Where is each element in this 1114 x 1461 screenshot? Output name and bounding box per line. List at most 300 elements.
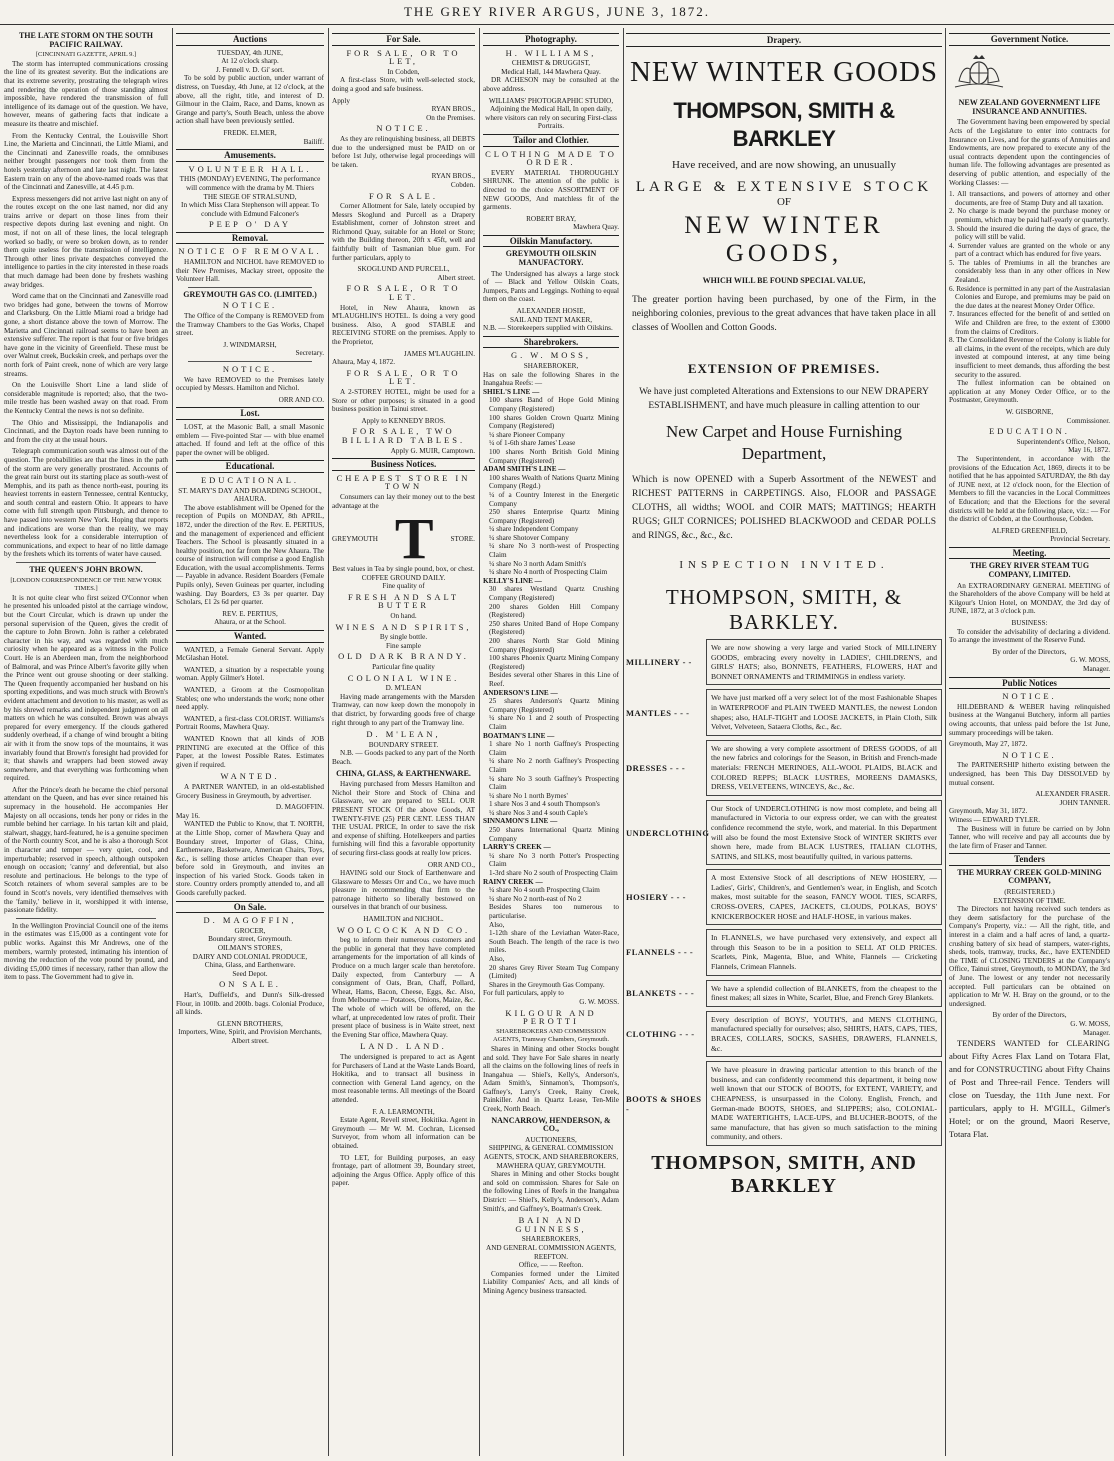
share-line: 200 shares Golden Hill Company (Registered) <box>489 602 619 620</box>
ad-body: THIS (MONDAY) EVENING, The performance will commence with the drama by M. Thiers <box>179 175 321 192</box>
ad-signature: Bailiff. <box>303 137 324 146</box>
ad-body: WANTED the Public to Know, that T. NORTH, at the Little Shop, corner of Mawhera Quay and Boundary street, Importer of Glass, China, Earthenware, Basketware, American Chairs, Toys, &c., is selling those articles Cheaper than ever before sold in Greymouth, and invites an inspection of his varied Stock. Goods taken in store. Country orders promptly attended to, and all Goods carefully packed. <box>176 820 324 898</box>
ad-title: BAIN AND GUINNESS, <box>515 1215 587 1234</box>
share-line: ¼ share Independent Company <box>489 525 579 534</box>
share-line: ¼ share No 4 north of Prospecting Claim <box>489 568 608 577</box>
ad-signature: G. W. MOSS, <box>1070 656 1110 665</box>
ad-body: The PARTNERSHIP hitherto existing between the undersigned, has been This Day DISSOLVED by mutual consent. <box>949 761 1110 787</box>
ad-title: D. M'LEAN, <box>366 729 441 740</box>
ad-body: The Undersigned has always a large stock of — Black and Yellow Oilskin Coats, Jumpers, Pants and Leggings. Nothing to equal them on the coast. <box>483 269 619 304</box>
share-line: RAINY CREEK — <box>483 877 543 886</box>
big-t-letter: T <box>394 506 434 572</box>
section-heading: Sharebrokers. <box>483 336 619 349</box>
ad-title: WOOLCOCK AND CO. <box>336 924 471 935</box>
share-line: 200 shares North Star Gold Mining Company (Registered) <box>489 637 619 654</box>
ad-signature: G. W. MOSS. <box>579 997 619 1006</box>
department-text: We have pleasure in drawing particular attention to this branch of the business, and can confidently recommend this department, it being now well known that our STOCK of BOOTS, for EXTENT, VARIETY, and CHEAPNESS, is unsurpassed in the Colony. English, French, and German-made BOOTS, SHOES, and SLIPPERS; also, COLONIAL-MADE WATERTIGHTS, LACE-UPS, and BLUCHER-BOOTS, of the same manufacture, that has given so much satisfaction to the mining community, and others. <box>706 1061 942 1146</box>
ad-line: Office, — — Reefton. <box>518 1261 584 1270</box>
ad-line: Have received, and are now showing, an unusually <box>672 159 896 171</box>
department-label: MILLINERY - - <box>626 657 692 668</box>
share-line: 250 shares Enterprise Quartz Mining Company (Registered) <box>489 508 619 525</box>
share-line: Besides several other Shares in this Line of Reef. <box>489 671 619 688</box>
share-line: 250 shares International Quartz Mining Company <box>489 826 619 843</box>
column-sharebrokers <box>483 30 619 1452</box>
ad-body: Shares in Mining and other Stocks bought and sold. They have For Sale shares in nearly all the claims on the following lines of reefs in Inangahua — Shiel's, Kelly's, Anderson's, Adam Smith's, Sinnamon's, Thompson's, Gaffney's, Larry's Creek, Rainy Creek, Painkiller. And in Quartz Lease, Ten-Mile Creek, North Beach. <box>483 1044 619 1114</box>
ad-line: Particular fine quality <box>372 663 435 672</box>
department-text: A most Extensive Stock of all descriptions of NEW HOSIERY, — Ladies', Girls', Children's, and Gentlemen's wear, in English, and Scotch makes, most suitable for the season, FANCY WOOL TIES, SCARFS, CROSS-OVERS, CAPES, JACKETS, CLOUDS, POLKAS, BOYS' KNICKERBOCKER HOSE and HALF-HOSE, in various makes. <box>706 869 942 925</box>
section-heading: Business Notices. <box>332 458 475 471</box>
firm-name: THOMPSON, SMITH & BARKLEY <box>673 98 895 151</box>
ad-line: On hand. <box>390 612 417 621</box>
share-line: ¼ share No 3 south Gaffney's Prospecting Claim <box>489 774 619 792</box>
ad-title: G. W. MOSS, <box>510 350 591 361</box>
article-source: [CINCINNATI GAZETTE, APRIL 9.] <box>35 51 137 59</box>
article-paragraph: The storm has interrupted communications crossing the line of its greatest severity. But the indications are that its extreme severity, prostrating the telegraph wires and rendering the operation of those standing almost impossible, have rendered the transmission of full intelligence of its damage out of the question. We have, however, means of gathering facts that indicate a measure its theatre and mischief. <box>4 59 168 128</box>
ad-line: GREYMOUTH <box>332 534 378 543</box>
ad-title: NOTICE OF REMOVAL. <box>178 246 322 257</box>
ad-line: MAWHERA QUAY, GREYMOUTH. <box>496 1161 606 1170</box>
benefit-list <box>949 190 1110 379</box>
department-row <box>626 1011 942 1057</box>
ad-body: WANTED, a Groom at the Cosmopolitan Stables; one who understands the work; none other need apply. <box>176 686 324 712</box>
divider <box>188 361 312 362</box>
ad-line: Best values in Tea by single pound, box, or chest. <box>332 565 475 574</box>
ad-title: OLD DARK BRANDY. <box>338 651 469 662</box>
ad-line: At 12 o'clock sharp. <box>221 57 279 66</box>
ad-body: A PARTNER WANTED, in an old-established Grocery Business in Greymouth, by advertiser. <box>176 782 324 800</box>
ad-line: (REGISTERED.) <box>1004 888 1055 897</box>
ad-signature: FREDK. ELMER, <box>223 128 277 137</box>
department-row <box>626 1061 942 1146</box>
ad-signature: HAMILTON and NICHOL. <box>363 915 444 924</box>
ad-line: Witness — EDWARD TYLER. <box>949 815 1041 824</box>
ad-date: May 16, 1872. <box>1068 446 1110 455</box>
article-paragraph: Telegraph communication south was almost out of the question. The probabilities are that the lines in the path of the storm are very generally prostrated. Accounts of the great rain burst out its starting place as south-west of Memphis, and its path as thence north-east, pouring its heaviest torrents in eastern Tennessee, central Kentucky, and south central and eastern Ohio. It appears to have come with full strength upon Pittsburgh, and thence to have passed into western New York. Hoping that reports and indications are worse than the reality, we may nevertheless look for a considerable interruption of communications, and expect to hear of no little damage by the freshets which its torrents of water have caused. <box>4 447 168 559</box>
ad-line: CHEMIST & DRUGGIST, <box>511 59 591 68</box>
ad-body: The undersigned is prepared to act as Agent for Purchasers of Land at the Waste Lands Board, Hokitika, and to transact all business in connection with General Land agency, on the most reasonable terms. All meetings of the Board attended. <box>332 1052 475 1104</box>
column-government <box>949 30 1110 1452</box>
ad-line: By order of the Directors, <box>992 647 1067 656</box>
ad-title: CHEAPEST STORE IN TOWN <box>336 472 471 492</box>
ad-signature: JOHN TANNER. <box>1059 798 1110 807</box>
share-line: ¼ share No 2 north Gaffney's Prospecting Claim <box>489 757 619 774</box>
ad-body: Consumers can lay their money out to the best advantage at the <box>332 492 475 510</box>
ad-body: We have just completed Alterations and Extensions to our NEW DRAPERY ESTABLISHMENT, and have much pleasure in calling attention to our <box>639 387 929 411</box>
ad-signature: F. A. LEARMONTH, <box>372 1107 435 1116</box>
ad-signature: G. W. MOSS, <box>1070 1019 1110 1028</box>
column-rule <box>328 28 329 1456</box>
ad-title: FOR SALE, OR TO LET. <box>346 367 461 387</box>
ad-body: In which Miss Clara Stephenson will appear. To conclude with Edmund Falconer's <box>181 201 319 218</box>
ad-line: Fine sample <box>386 641 421 650</box>
ad-line: BUSINESS: <box>1011 619 1048 628</box>
ad-line: LARGE & EXTENSIVE STOCK <box>635 179 933 195</box>
ad-signature: SKOGLUND AND PURCELL, <box>357 265 450 274</box>
share-line: ¼ share No 1 and 2 south of Prospecting Claim <box>489 714 619 731</box>
ad-body: beg to inform their numerous customers and the public in general that they have completed arrangements for the importation of all kinds of Produce on a much larger scale than heretofore. Daily expected, from Canterbury — A consignment of Oats, Bran, Chaff, Pollard, Wheat, Hams, Bacon, Cheese, Eggs, &c. Also, from Melbourne — Potatoes, Onions, Maize, &c. The whole of which will be offered, on the wharf, at unprecedented low rates of profit. Their present place of business is in Waite street, next the Evening Star office, Mawhera Quay. <box>332 936 475 1039</box>
department-label: CLOTHING - - - <box>626 1029 695 1039</box>
ad-title: GREYMOUTH OILSKIN MANUFACTORY. <box>505 249 597 268</box>
ad-body: The Directors not having received such tenders as they deem satisfactory for the purchase of the Company's Property, viz.: — All the right, title, and interest in a claim and a half acres of land, a quartz-crushing battery of six head of stampers, water-rights, sheds, tools, tramway, trucks, &c., have EXTENDED the TIME of CLOSING TENDERS at the Company's Office, Tainui street, Greymouth, to MONDAY, the 3rd of June. The lowest or any tender not necessarily accepted. Full particulars can be obtained on application to Mr W. H. Bray on the ground, or to the undersigned. <box>949 905 1110 1008</box>
headline-extension: EXTENSION OF PREMISES. <box>687 361 881 376</box>
ad-body: WANTED, a situation by a respectable young woman. Apply Gilmer's Hotel. <box>176 665 324 683</box>
article-paragraph: Express messengers did not arrive last night on any of the routes except on the one last named, nor did any trains arrive or depart on those lines from their respective depots during last evening and night. On most, if not on all of these lines, the local telegraph worked so badly, or were so broken down, as to render them quite useless for the transmission of intelligence. Through other lines private despatches conveyed the intelligence to parties in the city interested in these roads that much damage had been done by freshets washing away bridges. <box>4 194 168 289</box>
benefit-item: 3. Should the insured die during the days of grace, the policy will still be valid. <box>949 224 1110 242</box>
column-auctions <box>176 30 324 1452</box>
ad-line: SHAREBROKERS, <box>521 1235 581 1244</box>
ad-body: Having purchased from Messrs Hamilton and Nichol their Store and Stock of China and Glassware, we are prepared to SELL OUR PRESENT STOCK Of the above Goods, AT TWENTY-FIVE (25) PER CENT. LESS THAN THE USUAL PRICE, In order to save the risk and expense of shifting. Hotelkeepers and parties furnishing will find this a favorable opportunity of securing first-class goods at really low prices. <box>332 780 475 857</box>
section-heading: On Sale. <box>176 901 324 914</box>
ad-body: As they are relinquishing business, all DEBTS due to the undersigned must be PAID on or before 1st July, otherwise legal proceedings will be taken. <box>332 134 475 169</box>
ad-signature: On the Premises. <box>426 113 475 122</box>
ad-line: Medical Hall, 144 Mawhera Quay. <box>501 67 601 76</box>
ad-signature: ALEXANDER HOSIE, <box>516 307 586 316</box>
ad-line: ST. MARY'S DAY AND BOARDING SCHOOL, <box>178 486 322 495</box>
department-row <box>626 740 942 796</box>
department-text: In FLANNELS, we have purchased very extensively, and expect all through this Season to be in a position to SELL AT OLD PRICES. Scarlets, Pink, Magenta, Blue, and White, Flannels — Cricketing Flannels, Crimean Flannels. <box>706 929 942 975</box>
ad-line: REEFTON. <box>533 1252 568 1261</box>
benefit-item: 2. No charge is made beyond the purchase money or premium, which may be paid half-yearly or quarterly. <box>949 207 1110 224</box>
share-line: ADAM SMITH'S LINE — <box>483 465 566 474</box>
ad-signature: Provincial Secretary. <box>1050 535 1110 544</box>
ad-signature: Manager. <box>1083 1028 1110 1037</box>
department-text: We have just marked off a very select lot of the most Fashionable Shapes in WATERPROOF and PLAIN TWEED MANTLES, the newest London shapes; also, HALF-TIGHT and LOOSE JACKETS, in Plain Cloth, Silk Velvet, Velveteen, Sataera Cloths, &c., &c. <box>706 689 942 735</box>
ad-title: FOR SALE, OR TO LET, <box>346 47 461 67</box>
ad-line: AND GENERAL COMMISSION AGENTS, <box>486 1243 616 1252</box>
ad-body: Has on sale the following Shares in the Inangahua Reefs: — <box>483 370 619 388</box>
ad-signature: REV. E. PERTIUS, <box>222 609 278 618</box>
ad-line: SHAREBROKER, <box>523 362 579 370</box>
ad-title: WANTED. <box>220 771 280 782</box>
article-paragraph: Word came that on the Cincinnati and Zanesville road two bridges had gone, between the towns of Morrow and Clarksburg. On the Little Miami road a bridge had gone, a short distance above the town of Morrow. The Marietta and Cincinnati railroad seems to have been an extensive sufferer. The report is that four or five bridges have gone in the vicinity of Greenfield. These must be over Walnut creek, Buckskin creek, and perhaps over the north fork of Paint creek, none of which are very large streams. <box>4 292 168 378</box>
ad-line: COFFEE GROUND DAILY. <box>361 573 446 582</box>
ad-body: HAVING sold our Stock of Earthenware and Glassware to Messrs Orr and Co., we have much pleasure in recommending that firm to the patronage hitherto so liberally bestowed on ourselves in that branch of our business. <box>332 869 475 912</box>
department-label: UNDERCLOTHING <box>626 827 710 838</box>
ad-signature: RYAN BROS., <box>431 105 475 114</box>
share-line: 30 shares Westland Quartz Crushing Company (Registered) <box>489 585 619 603</box>
column-rule <box>172 28 173 1456</box>
firm-name: THOMPSON, SMITH, AND BARKLEY <box>651 1151 917 1197</box>
benefit-item: 7. Insurances effected for the benefit of and settled on Wife and Children are free, to the extent of £3000 from the claims of Creditors. <box>949 310 1110 336</box>
department-label: DRESSES - - - <box>626 762 686 773</box>
ad-body: DR ACHESON may be consulted at the above address. <box>483 76 619 93</box>
ad-line: DAIRY AND COLONIAL PRODUCE, <box>192 952 308 961</box>
share-line: ¼ share No 2 north-east of No 2 <box>489 894 582 903</box>
ad-line: OF <box>776 196 792 208</box>
share-line: 25 shares Anderson's Quartz Mining Company (Registered) <box>489 697 619 714</box>
ad-line: For full particulars, apply to <box>483 989 564 998</box>
department-row <box>626 689 942 735</box>
ad-title: ON SALE. <box>219 979 281 990</box>
ad-signature: GLENN BROTHERS, <box>217 1019 283 1028</box>
ad-body: Corner Allotment for Sale, lately occupied by Messrs Skoglund and Purcell as a Drapery Establishment, corner of Johnston street and Richmond Quay, suitable for an Hotel or Store; with the Building thereon, 20ft x 45ft, well and faithfully built of Tasmanian blue gum. For further particulars, apply to <box>332 202 475 262</box>
ad-title: NEW ZEALAND GOVERNMENT LIFE INSURANCE AND ANNUITIES. <box>958 98 1101 116</box>
headline-carpet: New Carpet and House Furnishing Department, <box>665 422 903 463</box>
ad-body: HILDEBRAND & WEBER having relinquished business at the Wanganui Butchery, inform all parties owing accounts, that unless paid before the 1st June, summary proceedings will be taken. <box>949 702 1110 737</box>
ad-body: The Office of the Company is REMOVED from the Tramway Chambers to the Gas Works, Chapel street. <box>176 312 324 338</box>
ad-signature: ROBERT BRAY, <box>526 214 576 223</box>
ad-signature: Mawhera Quay. <box>573 223 619 232</box>
ad-line: GROCER, <box>234 926 266 935</box>
ad-body: EVERY MATERIAL THOROUGHLY SHRUNK. The attention of the public is directed to the choice ASSORTMENT OF NEW GOODS, And matchless fit of the garments. <box>483 168 619 212</box>
ad-title: PEEP O' DAY <box>208 219 292 230</box>
share-line: SHIEL'S LINE — <box>483 387 540 396</box>
ad-signature: SAIL AND TENT MAKER, <box>509 315 593 324</box>
ad-title: H. WILLIAMS, <box>505 47 597 58</box>
ad-body: HAMILTON and NICHOL have REMOVED to their New Premises, Mackay street, opposite the Volunteer Hall. <box>176 258 324 284</box>
ad-line: By order of the Directors, <box>992 1011 1067 1020</box>
ad-line: China, Glass, and Earthenware. <box>204 961 296 970</box>
ad-title: FOR SALE, TWO BILLIARD TABLES. <box>341 426 466 445</box>
section-heading: Lost. <box>176 407 324 420</box>
ad-line: OILMAN'S STORES, <box>217 944 283 953</box>
share-line: 1 share Nos 3 and 4 south Thompson's <box>489 800 600 809</box>
benefit-item: 8. The Consolidated Revenue of the Colony is liable for all claims, in the event of the receipts, which are duly invested at compound interest, at any time being insufficient to meet demands, thus affording the best security to the assured. <box>949 336 1110 379</box>
share-line: Shares in the Greymouth Gas Company. <box>489 980 605 989</box>
share-line: SINNAMON'S LINE — <box>483 817 558 826</box>
divider <box>188 287 312 288</box>
article-paragraph: The Ohio and Mississippi, the Indianapolis and Cincinnati, and the Dayton roads have been running to and from the city at the usual hours. <box>4 418 168 444</box>
ad-line: BOUNDARY STREET. <box>368 740 439 749</box>
article-paragraph: From the Kentucky Central, the Louisville Short Line, the Marietta and Cincinnati, the Little Miami, and the Cincinnati and Zanesville roads, the omnibuses neither brought passengers nor took them from the hotels yesterday afternoon and late last night. The latest Eastern train on any of the above-named roads was that of the Cincinnati and Zanesville, at 4.45 p.m. <box>4 131 168 192</box>
department-row <box>626 639 942 685</box>
ad-line: SHAREBROKERS AND COMMISSION AGENTS, Tramway Chambers, Greymouth. <box>493 1027 609 1044</box>
section-heading: Auctions <box>176 33 324 46</box>
ad-line: N.B. — Storekeepers supplied with Oilskins. <box>483 324 613 333</box>
column-for-sale <box>332 30 475 1452</box>
department-label: FLANNELS - - - <box>626 947 694 958</box>
ad-line: Apply <box>332 96 350 105</box>
ad-title: VOLUNTEER HALL. <box>188 163 312 174</box>
ad-line: WILLIAMS' PHOTOGRAPHIC STUDIO, <box>488 96 614 105</box>
share-line: Besides Shares too numerous to particularise. <box>489 903 619 920</box>
ad-line: WHICH WILL BE FOUND SPECIAL VALUE, <box>702 276 866 285</box>
share-line: 100 shares North British Gold Mining Company (Registered) <box>489 447 619 465</box>
ad-body: Adjoining the Medical Hall, In open daily, where visitors can rely on securing First-class Portraits. <box>485 105 617 131</box>
section-heading: Wanted. <box>176 630 324 643</box>
ad-title: KILGOUR AND PEROTTI <box>505 1007 597 1027</box>
ad-body: Estate Agent, Revell street, Hokitika. Agent in Greymouth — Mr W. M. Cochran, Licensed Surveyor, from whom all information can be obtained. <box>332 1116 475 1150</box>
ad-title: EDUCATIONAL. <box>200 474 300 485</box>
share-line: ¼ share No 3 north Potter's Prospecting Claim <box>489 851 619 869</box>
department-text: We have a splendid collection of BLANKETS, from the cheapest to the finest makes; all sizes in White, Scarlet, Blue, and French Grey Blankets. <box>706 980 942 1007</box>
share-line: Also, <box>489 920 505 929</box>
share-line: 100 shares Golden Crown Quartz Mining Company (Registered) <box>489 413 619 431</box>
column-rule <box>623 28 624 1456</box>
share-line: 1-3rd share No 2 south of Prospecting Claim <box>489 869 618 878</box>
department-text: Every description of BOYS', YOUTH'S, and MEN'S CLOTHING, manufactured specially for ourselves; also, SHIRTS, HATS, CAPS, TIES, BRACES, COLLARS, SOCKS, SASHES, DRAWERS, FLANNELS, &c. <box>706 1011 942 1057</box>
share-line: Also, <box>489 954 505 963</box>
ad-title: NOTICE. <box>1002 691 1057 702</box>
ad-signature: ALEXANDER FRASER. <box>1035 790 1110 799</box>
ad-body: TO LET, for Building purposes, an easy frontage, part of allotment 39, Boundary street, adjoining the Argus Office. Apply office of this paper. <box>332 1153 475 1188</box>
share-line: ANDERSON'S LINE — <box>483 688 558 697</box>
ad-body: A 2-STOREY HOTEL, might be used for a Store or other purposes; is situated in a good business position in Tainui street. <box>332 387 475 414</box>
share-line: ¼ share Shotover Company <box>489 533 569 542</box>
section-heading: Tenders <box>949 853 1110 866</box>
ad-line: AHAURA. <box>233 495 267 504</box>
department-row <box>626 929 942 975</box>
ad-signature: ORR AND CO. <box>278 395 324 404</box>
share-line: 20 shares Grey River Steam Tug Company (Limited) <box>489 963 619 981</box>
ad-title: NOTICE. <box>222 300 278 311</box>
ad-body: Shares in Mining and other Stocks bought and sold on commission. Shares for Sale on the following Lines of Reefs in the Inangahua District: — Shiel's, Kelly's, Anderson's, Adam Smith's, and Gaffney's, Boatman's Creek. <box>483 1170 619 1213</box>
ad-line: Fine quality of <box>382 582 425 591</box>
ad-body: The fullest information can be obtained on application at any Money Order Office, or to the Postmaster, Greymouth. <box>949 379 1110 405</box>
ad-title: NOTICE. <box>1002 749 1057 760</box>
ad-signature: Manager. <box>1083 665 1110 673</box>
ad-signature: Commissioner. <box>1066 416 1110 425</box>
ad-body: The Government having been empowered by special Acts of the Legislature to enter into contracts for Insurance on Lives, and for the grants of Annuities and Endowments, are now prepared to execute any of the usual contracts dependent upon the contingencies of human life. The following advantages are presented as deserving of public attention, and especially of the Working Classes: — <box>949 118 1110 187</box>
share-list <box>483 388 619 990</box>
section-heading: Meeting. <box>949 547 1110 560</box>
share-line: ¼ share No 4 south Prospecting Claim <box>489 886 600 895</box>
ad-title: GREYMOUTH GAS CO. (LIMITED.) <box>183 289 317 299</box>
department-text: We are now showing a very large and varied Stock of MILLINERY GOODS, embracing every novelty in LADIES', CHILDREN'S, and GIRLS' HATS; also, BONNETS, FEATHERS, FLOWERS, HAT and BONNET ORNAMENTS and TRIMMINGS in endless variety. <box>706 639 942 685</box>
ad-signature: Apply to KENNEDY BROS. <box>361 416 446 425</box>
ad-body: The Superintendent, in accordance with the provisions of the Education Act, 1869, directs it to be notified that he has appointed SATURDAY, the 8th day of JUNE next, at 12 o'clock noon, for the Election of Members to fill the vacancies in the Local Committees of Education; and that the Elections for the several districts will be held at the following place, viz.: — For the district of Cobden, at the Courthouse, Cobden. <box>949 454 1110 524</box>
share-line: ¼ share Pioneer Company <box>489 430 565 439</box>
ad-signature: RYAN BROS., <box>431 172 475 181</box>
share-line: ¼ share No 3 north Adam Smith's <box>489 559 587 568</box>
share-line: 100 shares Band of Hope Gold Mining Company (Registered) <box>489 396 619 413</box>
ad-body: The above establishment will be Opened for the reception of Pupils on MONDAY, 8th APRIL, 1872, under the direction of the Rev. E. PERTIUS, and the management of experienced and efficient Teachers. The School is pleasantly situated in a healthy position, not far from the New Ahaura. The course of instruction will comprise a good English Education, with the usual accomplishments. Terms — Payable in advance. Resident Boarders (Female Pupils only), Seven Guineas per quarter, including washing. Day Boarders, £3 3s per quarter. Day Scholars, £1 2s 6d per quarter. <box>176 503 324 607</box>
share-line: 100 shares Wealth of Nations Quartz Mining Company (Regd.) <box>489 473 619 491</box>
section-heading: Government Notice. <box>949 33 1110 46</box>
benefit-item: 5. The tables of Premiums in all the branches are considerably less than in any other offices in New Zealand. <box>949 258 1110 285</box>
ad-body: WANTED, a Female General Servant. Apply McGlashan Hotel. <box>176 645 324 663</box>
ad-title: FOR SALE, OR TO LET. <box>346 283 461 303</box>
article-paragraph: On the Louisville Short Line a land slide of considerable magnitude is reported; also, that the two-mile trestle has been washed away on that road. From the Kentucky Central the news is not so definite. <box>4 381 168 415</box>
ad-body: Companies formed under the Limited Liability Companies' Acts, and all kinds of Mining Agency business transacted. <box>483 1269 619 1295</box>
ad-body: Hotel, in New Ahaura, known as M'LAUGHLIN'S HOTEL. Is doing a very good business. Also, A good STABLE and RECEIVING STORE on the premises. Apply to the Proprietor, <box>332 303 475 346</box>
ad-signature: J. WINDMARSH, <box>223 340 277 349</box>
ad-title: THE GREY RIVER STEAM TUG COMPANY, LIMITED. <box>969 561 1090 580</box>
section-heading: Public Notices <box>949 677 1110 690</box>
share-line: 1 share No 1 north Gaffney's Prospecting Claim <box>489 740 619 757</box>
firm-name: THOMPSON, SMITH, & BARKLEY. <box>665 585 903 634</box>
article-title: THE LATE STORM ON THE SOUTH PACIFIC RAILWAY. <box>18 31 154 49</box>
ad-signature: D. MAGOFFIN. <box>275 803 324 812</box>
ad-body: The greater portion having been purchased, by one of the Firm, in the neighboring colonies, previous to the great advances that have taken place in all classes of Woollen and Cotton Goods. <box>632 295 936 333</box>
ad-body: TENDERS WANTED for CLEARING about Fifty Acres Flax Land on Totara Flat, and for CONSTRUCTING about Fifty Chains of Post and Three-rail Fence. Tenders will close on Tuesday, the 11th June next. For particulars, apply to H. M'GILL, Gilmer's Hotel; or on the ground, Maori Reserve, Totara Flat. <box>949 1038 1110 1140</box>
ad-signature: ALFRED GREENFIELD, <box>991 526 1068 535</box>
ad-title: CLOTHING MADE TO ORDER. <box>485 148 617 168</box>
ad-body: Which is now OPENED with a Superb Assortment of the NEWEST and RICHEST PATTERNS in CARPETINGS. Also, FLOOR and PASSAGE CLOTHS, all widths; WOOL and COIR MATS; MATTINGS; HEARTH RUGS; GILT CORNICES; POLISHED BLACKWOOD and CEDAR POLLS and RINGS, &c., &c., &c. <box>632 475 936 541</box>
ad-body: The Business will in future be carried on by John Tanner, who will receive and pay all accounts due by the late firm of Fraser and Tanner. <box>949 824 1110 850</box>
section-heading: Removal. <box>176 232 324 245</box>
headline-new-winter-goods: NEW WINTER GOODS <box>629 56 939 88</box>
ad-title: FOR SALE. <box>368 190 439 201</box>
section-heading: Tailor and Clothier. <box>483 134 619 147</box>
ad-signature: Ahaura, or at the School. <box>214 618 286 627</box>
ad-body: Having made arrangements with the Marsden Tramway, can now keep down the monopoly in that district, by forwarding goods free of charge right through to any part of the Tramway line. <box>332 692 475 727</box>
ad-line: INSPECTION INVITED. <box>679 559 889 571</box>
masthead: THE GREY RIVER ARGUS, JUNE 3, 1872. <box>0 0 1114 25</box>
ad-title: NANCARROW, HENDERSON, & CO., <box>491 1115 611 1134</box>
department-row <box>626 800 942 866</box>
share-line: KELLY'S LINE — <box>483 576 542 585</box>
ad-body: A first-class Store, with well-selected stock, doing a good and safe business. <box>332 76 475 93</box>
article-title: THE QUEEN'S JOHN BROWN. <box>29 565 143 575</box>
ad-signature: Albert street. <box>437 273 475 282</box>
department-label: BOOTS & SHOES - <box>626 1093 702 1114</box>
royal-crest-icon <box>949 51 1009 91</box>
share-line: BOATMAN'S LINE — <box>483 731 555 740</box>
ad-signature: D. M'LEAN <box>385 684 422 693</box>
divider <box>16 562 156 563</box>
ad-signature: Apply G. MUIR, Camptown. <box>390 446 475 455</box>
ad-line: AUCTIONEERS, <box>525 1135 577 1144</box>
ad-signature: JAMES M'LAUGHLIN. <box>403 349 475 358</box>
ad-title: WINES AND SPIRITS, <box>335 621 472 632</box>
benefit-item: 6. Residence is permitted in any part of the Australasian Colonies and Europe, and premiums may be paid on the due dates at the nearest Money Order Office. <box>949 284 1110 310</box>
ad-line: SHIPPING, & GENERAL COMMISSION AGENTS, STOCK, AND SHAREBROKERS, <box>483 1144 619 1162</box>
share-line: ¼ share No 3 north-west of Prospecting Claim <box>489 542 619 560</box>
ad-body: LOST, at the Masonic Ball, a small Masonic emblem — Five-pointed Star — with blue enamel attached. If found and left at the office of this paper the owner will be obliged. <box>176 422 324 457</box>
ad-body: To consider the advisability of declaring a dividend. To arrange the investment of the Reserve Fund. <box>949 627 1110 645</box>
ad-signature: Importers, Wine, Spirit, and Provision Merchants, Albert street. <box>178 1028 322 1045</box>
column-drapery <box>626 30 942 1452</box>
ad-title: NOTICE. <box>376 123 431 134</box>
share-line: ¼ of 1-6th share James' Lease <box>489 439 576 448</box>
headline-new-winter-goods: NEW WINTER GOODS, <box>684 212 884 267</box>
column-news <box>4 30 168 1452</box>
ad-line: J. Fennell v. D. Gi' sort. <box>215 65 285 74</box>
ad-line: In Cobden, <box>387 67 420 76</box>
department-label: MANTLES - - - <box>626 707 690 718</box>
article-source: [LONDON CORRESPONDENCE OF THE NEW YORK TIMES.] <box>10 576 162 593</box>
ad-body: WANTED Known that all kinds of JOB PRINTING are executed at the Office of this Paper, at the lowest Possible Rates. Estimates given if required. <box>176 734 324 769</box>
department-label: BLANKETS - - - <box>626 988 695 999</box>
ad-body: N.B. — Goods packed to any part of the North Beach. <box>332 749 475 766</box>
ad-signature: ORR AND CO., <box>427 860 475 869</box>
department-text: We are showing a very complete assortment of DRESS GOODS, of all the new fabrics and colorings for the Season, in British and French-made materials: FRENCH MERINOES, ALL-WOOL PLAIDS, BLACK and COLORED REPPS; BLACK LUSTRES, MOREENS DAMASKS, DRESS, VELVETEENS, WINCEYS, &c., &c. <box>706 740 942 796</box>
ad-signature: Cobden. <box>450 180 475 189</box>
department-label: HOSIERY - - - <box>626 892 686 903</box>
ad-body: An EXTRAORDINARY GENERAL MEETING of the Shareholders of the above Company will be held at Kilgour's Union Hotel, on MONDAY, the 3rd day of JUNE, 1872, at 3 o'clock p.m. <box>949 581 1110 616</box>
ad-line: THE SIEGE OF STRALSUND, <box>203 192 297 201</box>
ad-date: May 16. <box>176 811 200 820</box>
divider <box>16 918 156 919</box>
ad-line: TUESDAY, 4th JUNE, <box>217 48 283 57</box>
ad-title: THE MURRAY CREEK GOLD-MINING COMPANY, <box>957 867 1102 886</box>
ad-line: STORE. <box>450 534 475 543</box>
share-line: LARRY'S CREEK — <box>483 843 551 852</box>
article-paragraph: In the Wellington Provincial Council one of the items in the estimates was £15,000 as a contingent vote for public works. Against this Mr Andrews, one of the members, warmly protested, intimating his intention of moving the reduction of the vote pound by pound, and dividing £5,000 times if necessary, rather than allow the item to pass. The Government had to give in. <box>4 921 168 982</box>
ad-line: By single bottle. <box>379 633 428 642</box>
ad-title: NOTICE. <box>222 364 278 374</box>
share-line: ¼ share Nos 3 and 4 south Caple's <box>489 808 588 817</box>
section-heading: Oilskin Manufactory. <box>483 235 619 248</box>
department-row <box>626 980 942 1007</box>
share-line: 1-12th share of the Leviathan Water-Race, South Beach. The length of the race is two miles. <box>489 929 619 955</box>
article-paragraph: After the Prince's death he became the chief personal attendant on the Queen, and has ever since retained his supremacy in the household. He accompanies Her Majesty on all occasions, tends her pony or rides in the rumble behind her carriage. In his tartan kilt and plaid, stalwart, shaggy, hard-featured, he is a genuine specimen of the North country Scot, and he is also a thorough Scot in character and temper — very quiet, cool, and imperturbable; reserved in speech, although outspoken enough on occasion; 'canny' and deferential, but also resolute and pertinacious. He belongs to the type of Scotch retainers of whom several samples are to be found in Scott's novels, very identified themselves with the 'family,' believe in it, worshipped it with intense, passionate fidelity. <box>4 785 168 915</box>
ad-body: We have REMOVED to the Premises lately occupied by Messrs. Hamilton and Nichol. <box>176 375 324 393</box>
department-list <box>626 639 942 1146</box>
ad-line: Superintendent's Office, Nelson, <box>1016 437 1110 446</box>
ad-date: Ahaura, May 4, 1872. <box>332 358 396 367</box>
ad-title: D. MAGOFFIN, <box>203 915 297 926</box>
ad-body: WANTED, a first-class COLORIST. Williams's Portrait Rooms, Mawhera Quay. <box>176 714 324 732</box>
ad-title: EDUCATION. <box>989 426 1070 437</box>
ad-line: Boundary street, Greymouth. <box>208 935 292 944</box>
ad-line: Seed Depot. <box>232 969 268 978</box>
department-text: Our Stock of UNDERCLOTHING is now most complete, and being all manufactured in Victoria to our express order, we can with the greatest confidence recommend the style, work, and material. In this Department will also be found the most Extensive Stock of WINTER SKIRTS ever shown here, made from BLACK LUSTRES, ITALIAN CLOTHS, SATINS, and SILKS, most beautifully quilted, in various patterns. <box>706 800 942 866</box>
ad-date: Greymouth, May 31, 1872. <box>949 807 1028 816</box>
ad-title: LAND. LAND. <box>360 1041 447 1052</box>
share-line: 100 shares Phoenix Quartz Mining Company (Registered) <box>489 654 619 671</box>
